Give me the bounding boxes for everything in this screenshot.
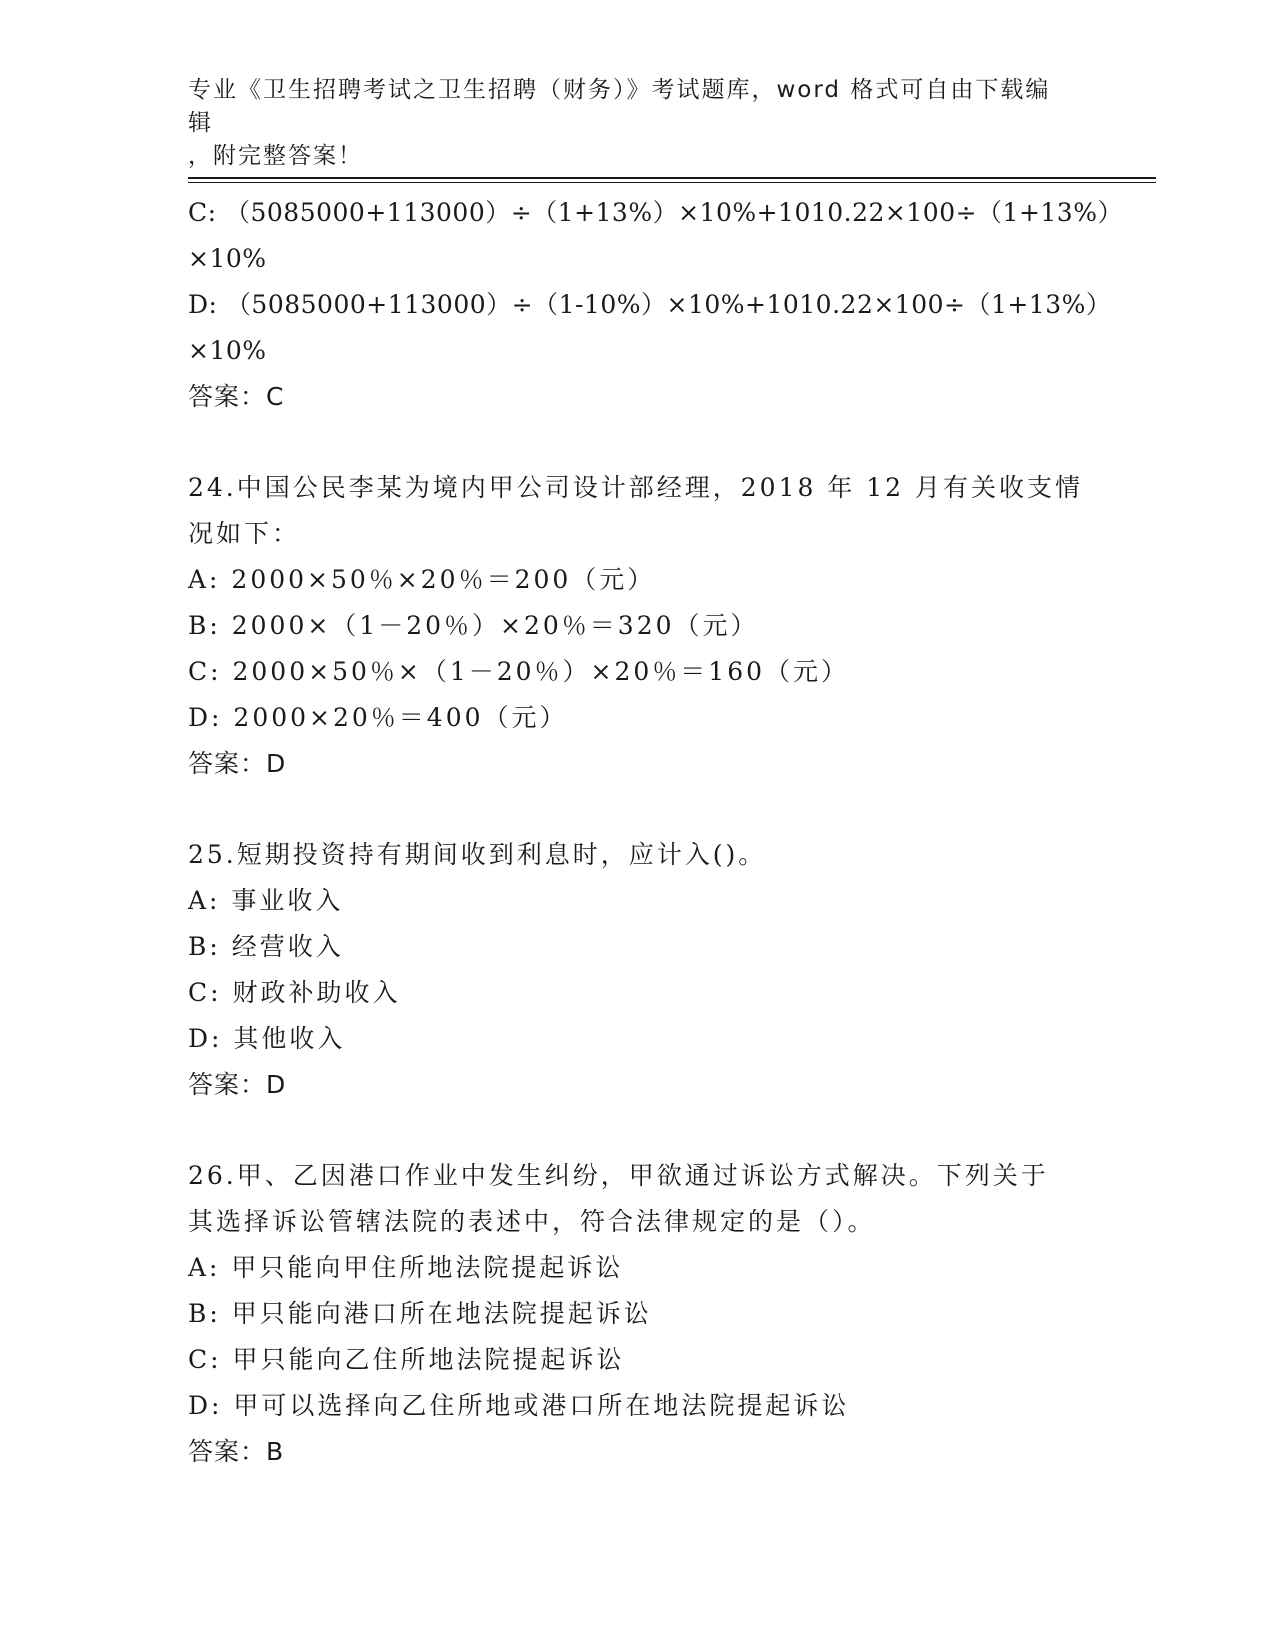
question-spacer bbox=[188, 1108, 1088, 1153]
header-title-line-1: 专业《卫生招聘考试之卫生招聘（财务）》考试题库，word 格式可自由下载编辑 bbox=[188, 77, 1051, 136]
option-b: B: 经营收入 bbox=[188, 932, 344, 961]
option-d: D: 2000×20％＝400（元） bbox=[188, 703, 568, 732]
option-d: D: 其他收入 bbox=[188, 1024, 346, 1053]
option-d: D: （5085000+113000）÷（1-10%）×10%+1010.22×100÷（1+13%） bbox=[188, 290, 1112, 319]
question-spacer bbox=[188, 420, 1088, 465]
question-list bbox=[188, 190, 1123, 1475]
question-25 bbox=[188, 832, 1088, 1108]
header-title-line-2: ，附完整答案！ bbox=[188, 143, 363, 169]
answer-line: 答案：D bbox=[188, 749, 287, 778]
answer-line: 答案：D bbox=[188, 1070, 287, 1099]
option-a: A: 甲只能向甲住所地法院提起诉讼 bbox=[188, 1253, 624, 1282]
header-divider-thin bbox=[188, 182, 1156, 183]
option-a: A: 2000×50％×20％＝200（元） bbox=[188, 565, 656, 594]
option-c: C: 甲只能向乙住所地法院提起诉讼 bbox=[188, 1345, 625, 1374]
answer-line: 答案：B bbox=[188, 1437, 285, 1466]
option-a: A: 事业收入 bbox=[188, 886, 344, 915]
option-b: B: 甲只能向港口所在地法院提起诉讼 bbox=[188, 1299, 652, 1328]
header-divider-thick bbox=[188, 177, 1156, 179]
answer-line: 答案：C bbox=[188, 382, 285, 411]
option-c-continued: ×10% bbox=[188, 244, 267, 273]
question-24 bbox=[188, 465, 1088, 787]
question-stem: 24.中国公民李某为境内甲公司设计部经理，2018 年 12 月有关收支情 bbox=[188, 473, 1084, 502]
option-d: D: 甲可以选择向乙住所地或港口所在地法院提起诉讼 bbox=[188, 1391, 850, 1420]
question-26 bbox=[188, 1153, 1088, 1475]
question-stem: 26.甲、乙因港口作业中发生纠纷，甲欲通过诉讼方式解决。下列关于 bbox=[188, 1161, 1049, 1190]
question-23-continued bbox=[188, 190, 1123, 420]
question-stem-continued: 其选择诉讼管辖法院的表述中，符合法律规定的是（）。 bbox=[188, 1207, 876, 1236]
option-c: C: 2000×50％×（1－20％）×20％＝160（元） bbox=[188, 657, 850, 686]
option-c: C: 财政补助收入 bbox=[188, 978, 401, 1007]
option-c: C: （5085000+113000）÷（1+13%）×10%+1010.22×100÷（1+13%） bbox=[188, 198, 1123, 227]
document-header bbox=[188, 74, 1068, 173]
question-stem-continued: 况如下： bbox=[188, 519, 301, 548]
option-b: B: 2000×（1－20％）×20％＝320（元） bbox=[188, 611, 759, 640]
option-d-continued: ×10% bbox=[188, 336, 267, 365]
question-spacer bbox=[188, 787, 1088, 832]
question-stem: 25.短期投资持有期间收到利息时，应计入()。 bbox=[188, 840, 767, 869]
